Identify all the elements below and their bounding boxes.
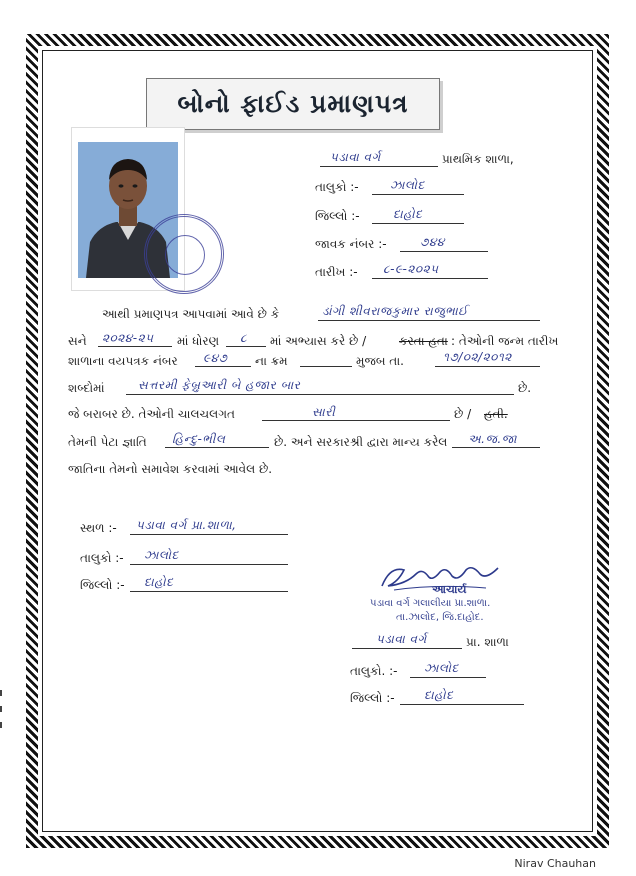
conduct-value: સારી (312, 405, 336, 419)
place-district-value: દાહોદ (144, 575, 174, 589)
caste-label: તેમની પેટા જ્ઞાતિ (68, 435, 147, 449)
caste-mid: છે. અને સરકારશ્રી દ્વારા માન્ય કરેલ (274, 435, 448, 449)
header-school-name: પડાવા વર્ગ (330, 150, 381, 164)
place-taluka-value: ઝાલોદ (144, 548, 179, 562)
header-date-line (372, 278, 488, 279)
conduct-end-struck: હતી. (484, 407, 508, 421)
birth-date-line (435, 366, 540, 367)
serial-label: ના ક્રમ (255, 354, 288, 368)
footer-credit: Nirav Chauhan (514, 857, 596, 870)
header-school-suffix: પ્રાથમિક શાળા, (442, 152, 514, 166)
place-district-label: જિલ્લો :- (80, 578, 125, 592)
per-label: મુજબ તા. (356, 354, 404, 368)
standard-line (226, 346, 266, 347)
header-date-value: ૮-૯-૨૦૨૫ (383, 262, 439, 276)
birth-date: ૧૭/૦૨/૨૦૧૨ (443, 350, 512, 364)
academic-year: ૨૦૨૪-૨૫ (102, 331, 154, 345)
place-line (130, 534, 288, 535)
header-outward-line (400, 251, 488, 252)
sign-school-line (352, 648, 462, 649)
header-date-label: તારીખ :- (315, 265, 358, 279)
header-outward-label: જાવક નંબર :- (315, 237, 387, 251)
study-text-struck: કરતા હતા (399, 334, 448, 348)
sign-school-name: પડાવા વર્ગ (376, 632, 427, 646)
sign-taluka-value: ઝાલોદ (424, 661, 459, 675)
birth-date-words: સત્તરમી ફેબ્રુઆરી બે હજાર બાર (138, 378, 301, 392)
closing-text: જાતિના તેમનો સમાવેશ કરવામાં આવેલ છે. (68, 462, 273, 476)
certificate-title: બોનો ફાઈડ પ્રમાણપત્ર (146, 78, 440, 130)
conduct-end: છે / (454, 407, 472, 421)
year-label: સને (68, 334, 87, 348)
edge-mark (0, 690, 2, 696)
student-name-line (318, 320, 540, 321)
category-line (452, 447, 540, 448)
school-stamp-line1: પડાવા વર્ગ ગલાલીયા પ્રા.શાળા. (370, 598, 491, 609)
header-outward-value: ૭૪૪ (420, 235, 445, 249)
register-line (195, 366, 251, 367)
principal-role: આચાર્ય (432, 583, 467, 596)
study-text-a: માં અભ્યાસ કરે છે / (270, 334, 367, 348)
std-label: માં ધોરણ (177, 334, 220, 348)
sign-district-label: જિલ્લો :- (350, 691, 395, 705)
register-number: ૯૪૭ (203, 351, 228, 365)
sign-taluka-line (410, 677, 486, 678)
school-stamp-line2: તા.ઝાલોદ, જિ.દાહોદ. (396, 612, 484, 623)
study-text-b: : તેઓની જન્મ તારીખ (451, 334, 559, 348)
place-label: સ્થળ :- (80, 521, 117, 535)
conduct-line (262, 420, 450, 421)
header-taluka-value: ઝાલોદ (390, 178, 425, 192)
sign-school-suffix: પ્રા. શાળા (466, 635, 509, 649)
place-value: પડાવા વર્ગ પ્રા.શાળા, (136, 518, 237, 532)
place-taluka-line (130, 564, 288, 565)
academic-year-line (98, 346, 172, 347)
header-taluka-line (372, 194, 464, 195)
sub-caste-value: હિન્દુ-ભીલ (172, 432, 226, 446)
header-taluka-label: તાલુકો :- (315, 180, 359, 194)
header-district-label: જિલ્લો :- (315, 209, 360, 223)
sign-district-line (400, 704, 524, 705)
school-seal (144, 214, 224, 294)
category-value: અ.જ.જા (468, 432, 517, 446)
header-district-line (372, 223, 464, 224)
header-school-line (320, 166, 438, 167)
body-intro: આથી પ્રમાણપત્ર આપવામાં આવે છે કે (102, 307, 280, 321)
words-end: છે. (518, 381, 532, 395)
sign-district-value: દાહોદ (424, 688, 454, 702)
place-district-line (130, 591, 288, 592)
place-taluka-label: તાલુકો :- (80, 551, 124, 565)
words-label: શબ્દોમાં (68, 381, 105, 395)
sign-taluka-label: તાલુકો. :- (350, 664, 398, 678)
sub-caste-line (165, 447, 269, 448)
edge-mark (0, 722, 2, 728)
birth-date-words-line (126, 394, 514, 395)
conduct-label: જે બરાબર છે. તેઓની ચાલચલગત (68, 407, 235, 421)
register-label: શાળાના વયપત્રક નંબર (68, 354, 178, 368)
serial-line (300, 366, 352, 367)
edge-mark (0, 706, 2, 712)
standard-value: ૮ (240, 331, 248, 345)
header-district-value: દાહોદ (393, 207, 423, 221)
student-name: ડાંગી શીવરાજકુમાર રાજુભાઈ (322, 304, 468, 318)
